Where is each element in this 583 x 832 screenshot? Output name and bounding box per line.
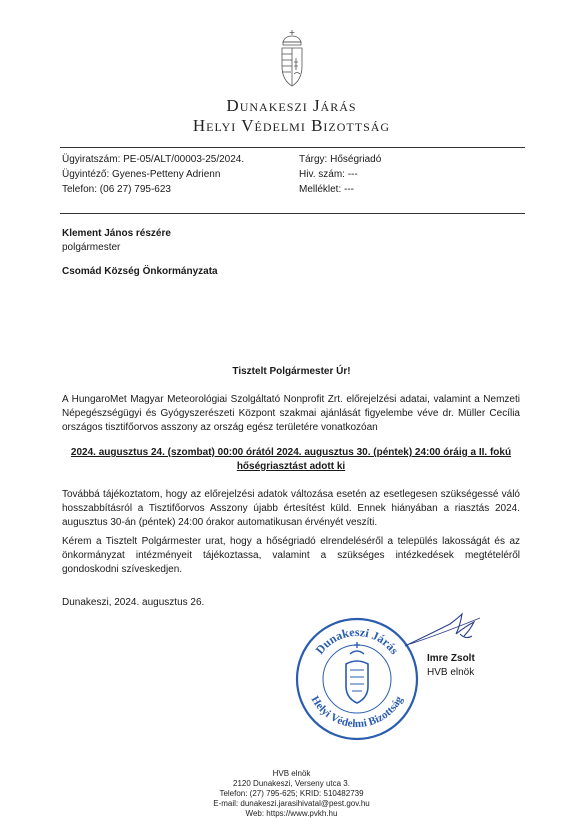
alert-period-line2: hőségriasztást adott ki <box>236 461 346 472</box>
stamp-text-top: Dunakeszi Járás <box>312 624 402 657</box>
recipient-role: polgármester <box>62 242 121 253</box>
recipient-name: Klement János részére <box>62 228 171 239</box>
paragraph-2: Továbbá tájékoztatom, hogy az előrejelzési adatok változása esetén az esetlegesen szükségessé váló hosszabbításról a Tisztifőorvos Asszony újabb értesítést küld. Ennek hiányában a riasztás 2024. augusztus 30-án (péntek) 24:00 órakor automatikusan érvényét veszíti. <box>62 489 520 528</box>
paragraph-3: Kérem a Tisztelt Polgármester urat, hogy a hőségriadó elrendeléséről a település lakosságát és az önkormányzat intézményeit tájékoztassa, valamint a szükséges intézkedések megtételéről gondoskodni szíveskedjen. <box>62 536 520 575</box>
paragraph-1: A HungaroMet Magyar Meteorológiai Szolgáltató Nonprofit Zrt. előrejelzési adatai, valamint a Nemzeti Népegészségügyi és Gyógyszerészeti Központ szakmai ajánlását figyelembe véve dr. Müller Cecília országos tisztifőorvos asszony az ország egész területére vonatkozóan <box>62 394 520 433</box>
reference-block <box>62 152 292 197</box>
meta-divider <box>60 213 525 214</box>
header-divider <box>60 147 525 148</box>
footer <box>0 769 583 819</box>
case-officer: Ügyintéző: Gyenes-Petteny Adrienn <box>62 169 221 180</box>
signatory-title: HVB elnök <box>427 667 475 678</box>
svg-text:Helyi Védelmi Bizottság <box>309 694 406 730</box>
footer-line-web: Web: https://www.pvkh.hu <box>245 809 338 818</box>
svg-text:Dunakeszi Járás <box>313 625 402 657</box>
org-name-line1: Dunakeszi Járás <box>226 96 357 115</box>
footer-line-phone: Telefon: (27) 795-625; KRID: 510482739 <box>219 789 364 798</box>
stamp-text-bottom: Helyi Védelmi Bizottság <box>308 694 406 731</box>
subject: Tárgy: Hőségriadó <box>299 154 382 165</box>
alert-period <box>62 446 520 474</box>
signatory-name: Imre Zsolt <box>427 653 475 664</box>
salutation: Tisztelt Polgármester Úr! <box>232 366 351 377</box>
attachment: Melléklet: --- <box>299 184 355 195</box>
org-name-line2: Helyi Védelmi Bizottság <box>192 116 391 135</box>
footer-line-title: HVB elnök <box>272 769 311 778</box>
footer-line-email: E-mail: dunakeszi.jarasihivatal@pest.gov.hu <box>213 799 370 808</box>
alert-period-line1: 2024. augusztus 24. (szombat) 00:00 órától 2024. augusztus 30. (péntek) 24:00 óráig a II. fokú <box>70 447 512 458</box>
handwritten-signature <box>400 606 490 656</box>
phone: Telefon: (06 27) 795-623 <box>62 184 171 195</box>
official-number: Hiv. szám: --- <box>299 169 358 180</box>
coat-of-arms-icon <box>277 28 307 90</box>
recipient-org: Csomád Község Önkormányzata <box>62 266 218 277</box>
footer-line-address: 2120 Dunakeszi, Verseny utca 3. <box>233 779 350 788</box>
date-line: Dunakeszi, 2024. augusztus 26. <box>62 597 205 608</box>
subject-block <box>299 152 519 197</box>
file-number: Ügyiratszám: PE-05/ALT/00003-25/2024. <box>62 154 245 165</box>
